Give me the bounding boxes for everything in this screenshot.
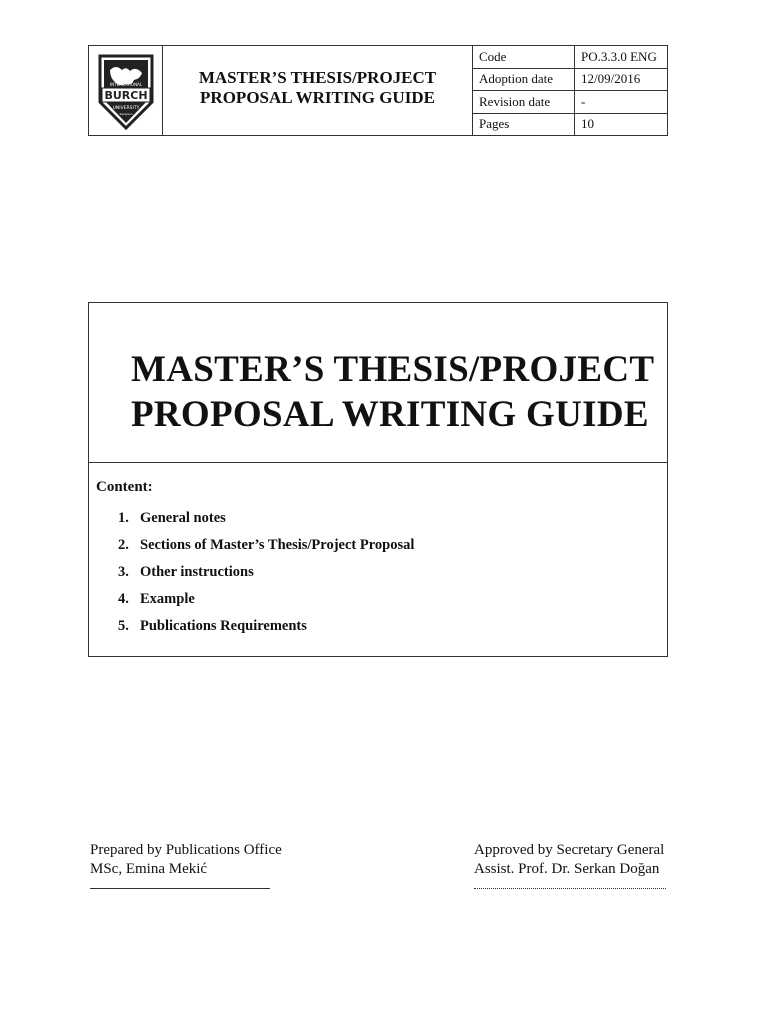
approved-by-line1: Approved by Secretary General (474, 842, 665, 858)
meta-value: - (581, 93, 586, 109)
document-title-line1: MASTER’S THESIS/PROJECT (131, 349, 655, 390)
item-number: 1. (118, 510, 129, 526)
approved-by-line2: Assist. Prof. Dr. Serkan Doğan (474, 861, 660, 877)
contents-section (89, 463, 667, 640)
logo-text-middle: BURCH (103, 88, 148, 102)
list-item (118, 613, 667, 640)
header-title-line1: MASTER’S THESIS/PROJECT (198, 67, 437, 87)
prepared-by-block (90, 841, 282, 889)
document-title (89, 303, 667, 463)
meta-value: PO.3.3.0 ENG (581, 48, 657, 64)
meta-row-code (473, 46, 667, 69)
meta-row-pages (473, 114, 667, 136)
meta-label: Revision date (473, 91, 575, 113)
meta-row-revision-date (473, 91, 667, 114)
list-item (118, 505, 667, 532)
meta-row-adoption-date (473, 69, 667, 92)
meta-value: 12/09/2016 (581, 71, 641, 87)
main-title-box (88, 302, 668, 657)
meta-value: 10 (581, 116, 594, 132)
item-text: Other instructions (140, 564, 254, 580)
prepared-by-line1: Prepared by Publications Office (90, 842, 282, 858)
document-header-table (88, 45, 668, 136)
item-number: 4. (118, 591, 129, 607)
item-number: 5. (118, 618, 129, 634)
list-item (118, 586, 667, 613)
list-item (118, 559, 667, 586)
approved-by-block (474, 841, 666, 889)
university-logo (96, 50, 156, 132)
logo-cell (89, 46, 163, 135)
logo-text-small: Sarajevo (118, 111, 133, 116)
signature-line (90, 888, 270, 889)
meta-label: Adoption date (473, 69, 575, 91)
logo-text-bottom: UNIVERSITY (112, 105, 139, 111)
item-text: General notes (140, 510, 226, 526)
logo-text-top: INTERNATIONAL (109, 81, 142, 87)
document-title-line2: PROPOSAL WRITING GUIDE (131, 394, 649, 435)
prepared-by-line2: MSc, Emina Mekić (90, 861, 208, 877)
contents-list (96, 505, 667, 640)
header-title (163, 46, 473, 135)
header-meta (473, 46, 667, 135)
meta-label: Pages (473, 114, 575, 136)
item-text: Sections of Master’s Thesis/Project Proposal (140, 537, 415, 553)
contents-heading: Content: (96, 479, 153, 495)
signature-line (474, 888, 666, 889)
item-number: 3. (118, 564, 129, 580)
item-text: Publications Requirements (140, 618, 307, 634)
header-title-line2: PROPOSAL WRITING GUIDE (200, 87, 435, 107)
item-number: 2. (118, 537, 129, 553)
list-item (118, 532, 667, 559)
item-text: Example (140, 591, 195, 607)
meta-label: Code (473, 46, 575, 68)
